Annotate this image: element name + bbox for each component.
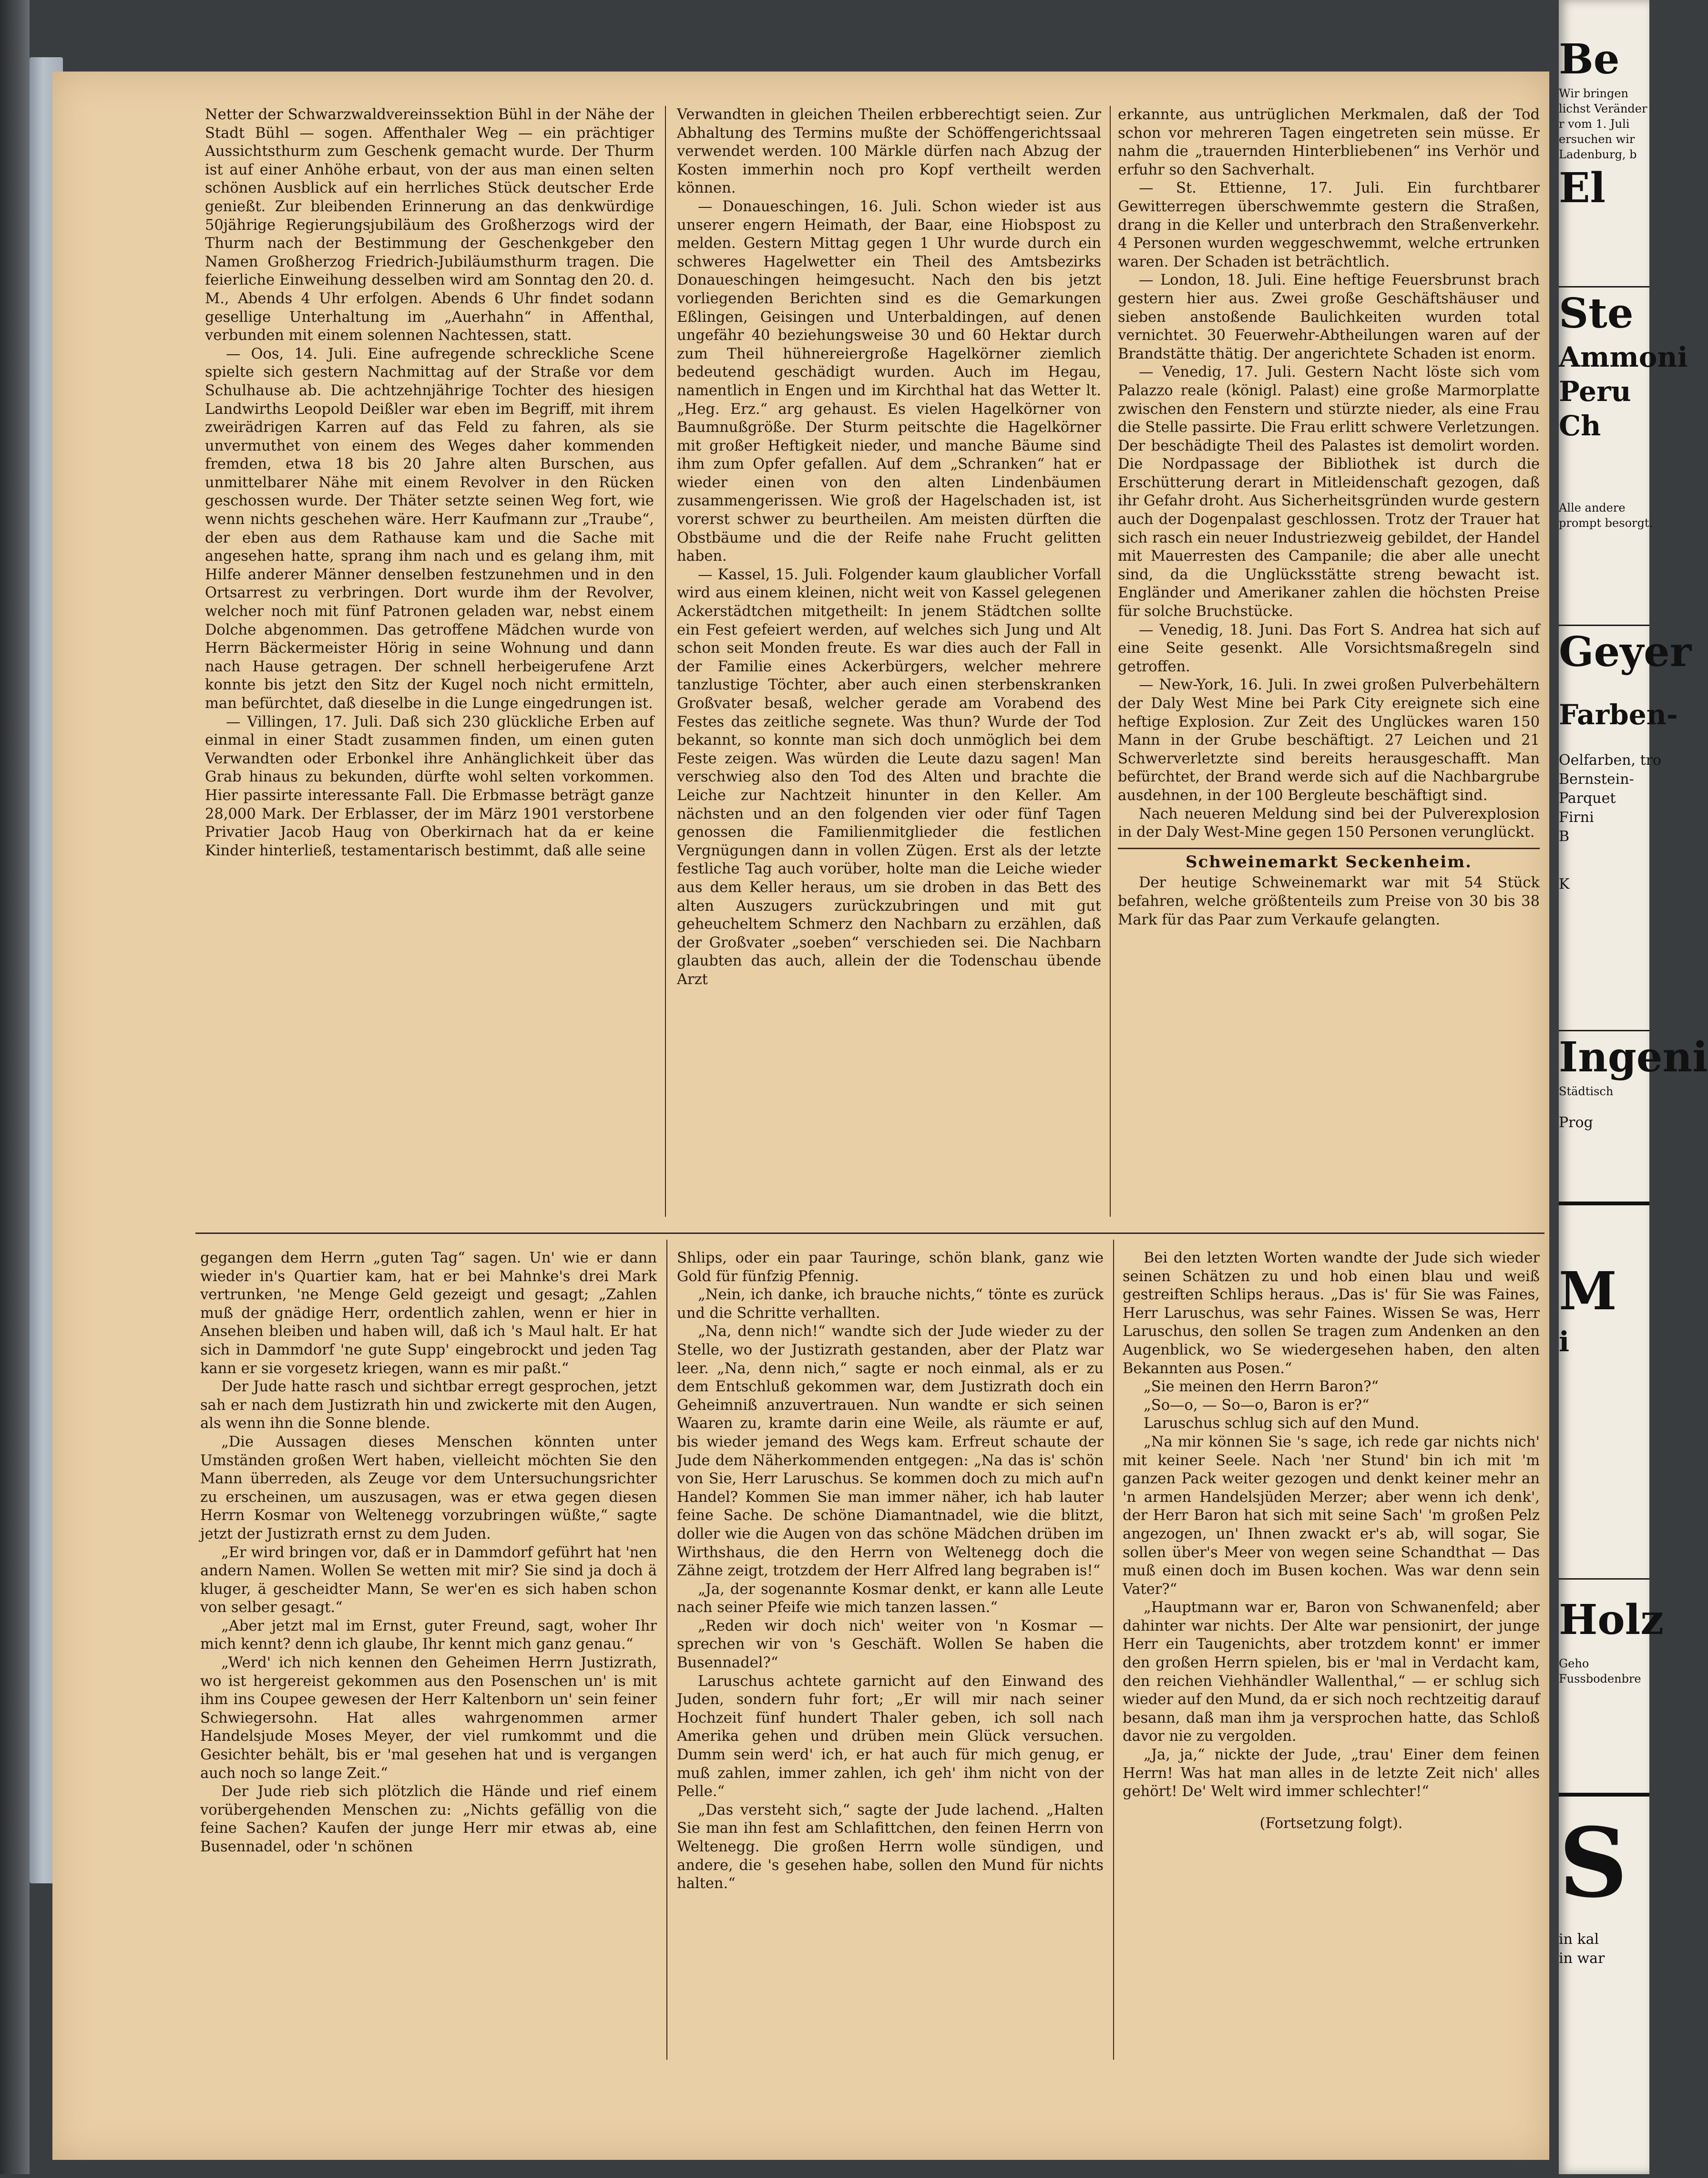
- feuilleton-para: „Ja, ja,“ nickte der Jude, „trau' Einer dem feinen Herrn! Was hat man alles in de letzte Zeit nich' alles gehört! De' Welt wird immer schlechter!“: [1123, 1747, 1540, 1800]
- feuilleton-divider: [195, 1233, 1544, 1234]
- ad-s: S in kal in war: [1559, 1793, 1649, 2178]
- feuilleton-para: „Sie meinen den Herrn Baron?“: [1144, 1378, 1379, 1396]
- article-venedig-2: — Venedig, 18. Juni. Das Fort S. Andrea hat sich auf eine Seite gesenkt. Alle Vorsichtsmaßregeln sind getroffen.: [1118, 621, 1540, 675]
- ad-ammoniak: Ste Ammoni Peru Ch Alle andere prompt besorgt.: [1559, 286, 1649, 621]
- article-kassel-cont: erkannte, aus untrüglichen Merkmalen, daß der Tod schon vor mehreren Tagen eingetreten sein müsse. Er nahm die „trauernden Hinterbliebenen“ ins Verhör und erfuhr so den Sachverhalt.: [1118, 106, 1540, 178]
- news-column-1: [205, 106, 654, 1217]
- column-rule: [666, 1240, 667, 2060]
- ad-ingenieur: Ingeni Städtisch Prog: [1559, 1030, 1649, 1198]
- column-rule: [1110, 106, 1111, 1217]
- feuilleton-para: „Ja, der sogenannte Kosmar denkt, er kann alle Leute nach seiner Pfeife wie mich tanzen lassen.“: [677, 1581, 1104, 1616]
- market-report: Der heutige Schweinemarkt war mit 54 Stück befahren, welche größtenteils zum Preise von 30 bis 38 Mark für das Paar zum Verkaufe gelangten.: [1118, 874, 1540, 928]
- feuilleton-para: gegangen dem Herrn „guten Tag“ sagen. Un' wie er dann wieder in's Quartier kam, hat er bei Mahnke's drei Mark vertrunken, 'ne Menge Geld gezeigt und gesagt; „Zahlen muß der gnädige Herr, ordentlich zahlen, wenn er hier in Ansehen bleiben und haben will, daß ich 's Maul halt. Er hat sich in Dammdorf 'ne gute Supp' eingebrockt und jeden Tag kann er sie vorgesetz kriegen, wann es mir paßt.“: [200, 1250, 657, 1377]
- news-column-3: [1118, 106, 1540, 1217]
- article-st-ettienne: — St. Ettienne, 17. Juli. Ein furchtbarer Gewitterregen überschwemmte gestern die Straßen, drang in die Keller und unterbrach den Straßenverkehr. 4 Personen wurden weggeschwemmt, welche ertrunken waren. Der Schaden ist beträchtlich.: [1118, 180, 1540, 270]
- feuilleton-para: „Hauptmann war er, Baron von Schwanenfeld; aber dahinter war nichts. Der Alte war pensionirt, der junge Herr ein Taugenichts, aber trotzdem konnt' er immer den großen Herrn spielen, bis er 'mal in Verdacht kam, den reichen Viehhändler Wallenthal,“ — er schlug sich wieder auf den Mund, da er sich noch rechtzeitig darauf besann, daß man ihm ja versprochen hatte, das Schloß davor nie zu vergolden.: [1123, 1599, 1540, 1745]
- article-donaueschingen: — Donaueschingen, 16. Juli. Schon wieder ist aus unserer engern Heimath, der Baar, eine Hiobspost zu melden. Gestern Mittag gegen 1 Uhr wurde durch ein schweres Hagelwetter ein Theil des Amtsbezirks Donaueschingen heimgesucht. Nach den bis jetzt vorliegenden Berichten sind es die Gemarkungen Eßlingen, Geisingen und Unterbaldingen, auf denen ungefähr 40 beziehungsweise 30 und 60 Hektar durch zum Theil hühnereiergroße Hagelkörner ziemlich bedeutend geschädigt wurden. Auch im Hegau, namentlich in Engen und im Kirchthal hat das Wetter lt. „Heg. Erz.“ arg gehaust. Es vielen Hagelkörner von Baumnußgröße. Der Sturm peitschte die Hagelkörner mit großer Heftigkeit nieder, und manche Bäume sind ihm zum Opfer gefallen. Auf dem „Schranken“ hat er wieder einen von den alten Lindenbäumen zusammengerissen. Wie groß der Hagelschaden ist, ist vorerst schwer zu beurtheilen. Am meisten dürften die Obstbäume und die der Reife nahe Frucht gelitten haben.: [677, 198, 1101, 565]
- feuilleton-para: Der Jude hatte rasch und sichtbar erregt gesprochen, jetzt sah er nach dem Justizrath hin und zwickerte mit den Augen, als wenn ihn die Sonne blende.: [200, 1378, 657, 1432]
- continued-note: (Fortsetzung folgt).: [1259, 1815, 1403, 1832]
- news-column-2: [677, 106, 1101, 1217]
- feuilleton-para: „Das versteht sich,“ sagte der Jude lachend. „Halten Sie man ihn fest am Schlafittchen, den feinen Herrn von Weltenegg. Die großen Herrn wolle sündigen, und andere, die 's gesehen habe, sollen den Mund für nichts halten.“: [677, 1801, 1104, 1892]
- article-kassel: — Kassel, 15. Juli. Folgender kaum glaublicher Vorfall wird aus einem kleinen, nicht weit von Kassel gelegenen Ackerstädtchen mitgetheilt: In jenem Städtchen sollte ein Fest gefeiert werden, auf welches sich Jung und Alt schon seit Monden freute. Es war dies auch der Fall in der Familie eines Ackerbürgers, welcher mehrere tanzlustige Töchter, aber auch einen sterbenskranken Großvater besaß, welcher gerade am Vorabend des Festes das zeitliche segnete. Was thun? Wurde der Tod bekannt, so konnte man sich doch unmöglich bei dem Feste zeigen. Was würden die Leute dazu sagen! Man verschwieg also den Tod des Alten und brachte die Leiche zur Nachtzeit hinunter in den Keller. Am nächsten und an den folgenden vier oder fünf Tagen genossen die Familienmitglieder die festlichen Vergnügungen dann in vollen Zügen. Erst als der letzte festliche Tag auch vorüber, holte man die Leiche wieder aus dem Keller heraus, um sie droben in das Bett des alten Auszugers zurückzubringen und mit gut geheucheltem Schmerz den Nachbarn zu erzählen, daß der Großvater „soeben“ verschieden sei. Die Nachbarn glaubten das auch, allein der die Todenschau übende Arzt: [677, 566, 1101, 988]
- market-heading: Schweinemarkt Seckenheim.: [1118, 848, 1540, 872]
- article-london: — London, 18. Juli. Eine heftige Feuersbrunst brach gestern hier aus. Zwei große Geschäftshäuser und sieben anstoßende Baulichkeiten wurden total vernichtet. 30 Feuerwehr-Abtheilungen waren auf der Brandstätte thätig. Der angerichtete Schaden ist enorm.: [1118, 272, 1540, 362]
- book-spine: [0, 0, 30, 2174]
- ad-holz: Holz Geho Fussbodenbre: [1559, 1578, 1649, 1789]
- ad-geyer-farben: Geyer Farben- Oelfarben, tro Bernstein- Parquet Firni B K: [1559, 625, 1649, 1027]
- feuilleton-para: „Na mir können Sie 's sage, ich rede gar nichts nich' mit keiner Seele. Nach 'ner Stund' bin ich mit 'm ganzen Pack weiter gezogen und denkt keiner mehr an 'n armen Handelsjüden Merzer; aber wenn ich denk', der Herr Baron hat sich mit seine Sach' 'm großen Pelz angezogen, un' Ihnen zwackt er's ab, will sogar, Sie sollen über's Meer von wegen seine Schandthat — Das muß einen doch im Busen kochen. Was war denn sein Vater?“: [1123, 1433, 1540, 1598]
- ad-m: M i: [1559, 1202, 1649, 1577]
- column-rule: [665, 106, 666, 1217]
- column-rule: [1113, 1240, 1114, 2060]
- feuilleton-para: „Na, denn nich!“ wandte sich der Jude wieder zu der Stelle, wo der Justizrath gestanden, aber der Platz war leer. „Na, denn nich,“ sagte er noch einmal, als er zu dem Entschluß gekommen war, dem Justizrath doch ein Geheimniß anzuvertrauen. Nun wandte er sich seinen Waaren zu, kramte darin eine Weile, als räumte er auf, bis wieder jemand des Wegs kam. Erfreut schaute der Jude dem Näherkommenden entgegen: „Na das is' schön von Sie, Herr Laruschus. Se kommen doch zu mich auf'n Handel? Kommen Sie man immer näher, ich hab lauter feine Sache. De schöne Diamantnadel, wie die blitzt, doller wie die Augen von das schöne Mädchen drüben im Wirthshaus, die den Herrn von Weltenegg doch die Zähne zeigt, trotzdem der Herr Alfred lang begraben is!“: [677, 1323, 1104, 1580]
- feuilleton-para: Der Jude rieb sich plötzlich die Hände und rief einem vorübergehenden Menschen zu: „Nichts gefällig von die feine Sachen? Kaufen der junge Herr mir etwas ab, eine Busennadel, oder 'n schönen: [200, 1783, 657, 1855]
- ad-notice-top: Be Wir bringen lichst Veränder r vom 1. Juli ersuchen wir Ladenburg, b El: [1559, 35, 1647, 212]
- article-villingen: — Villingen, 17. Juli. Daß sich 230 glückliche Erben auf einmal in einer Stadt zusammen finden, um einen guten Verwandten oder Erbonkel ihre Anhänglichkeit über das Grab hinaus zu bekunden, dürfte wohl selten vorkommen. Hier passirte interessante Fall. Die Erbmasse beträgt ganze 28,000 Mark. Der Erblasser, der im März 1901 verstorbene Privatier Jacob Haug von Oberkirnach hat da er keine Kinder hinterließ, testamentarisch bestimmt, daß alle seine: [205, 713, 654, 859]
- feuilleton-column-1: [200, 1249, 657, 2060]
- feuilleton-column-2: [677, 1249, 1104, 2060]
- article-new-york-update: Nach neueren Meldung sind bei der Pulverexplosion in der Daly West-Mine gegen 150 Personen verunglückt.: [1118, 805, 1540, 841]
- feuilleton-para: „Aber jetzt mal im Ernst, guter Freund, sagt, woher Ihr mich kennt? denn ich glaube, Ihr kennt mich ganz genau.“: [200, 1617, 657, 1653]
- feuilleton-para: „Reden wir doch nich' weiter von 'n Kosmar — sprechen wir von 's Geschäft. Wollen Se haben die Busennadel?“: [677, 1617, 1104, 1672]
- feuilleton-column-3: [1123, 1249, 1540, 2060]
- article-villingen-cont: Verwandten in gleichen Theilen erbberechtigt seien. Zur Abhaltung des Termins mußte der Schöffengerichtssaal verwendet werden. 100 Märkle dürfen nach Abzug der Kosten immerhin noch pro Kopf vertheilt werden können.: [677, 106, 1101, 197]
- feuilleton-para: „Die Aussagen dieses Menschen könnten unter Umständen großen Wert haben, vielleicht möchten Sie den Mann überreden, als Zeuge vor dem Untersuchungsrichter zu erscheinen, um auszusagen, was er etwa gegen diesen Herrn Kosmar von Weltenegg vorzubringen wüßte,“ sagte jetzt der Justizrath ernst zu dem Juden.: [200, 1433, 657, 1542]
- feuilleton-para: Laruschus schlug sich auf den Mund.: [1144, 1415, 1420, 1432]
- newspaper-page-right: [1559, 0, 1708, 2174]
- feuilleton-para: „Werd' ich nich kennen den Geheimen Herrn Justizrath, wo ist hergereist gekommen aus den Posenschen un' is mit ihm ins Coupee gewesen der Herr Kaltenborn un' sein feiner Schwiegersohn. Hat alles wahrgenommen armer Handelsjude Moses Meyer, der viel rumkommt und die Gesichter behält, bis er 'mal gesehen hat und is vergangen auch noch so lange Zeit.“: [200, 1654, 657, 1782]
- feuilleton-para: Laruschus achtete garnicht auf den Einwand des Juden, sondern fuhr fort; „Er will mir nach seiner Hochzeit fünf hundert Thaler geben, ich soll nach Amerika gehen und drüben mein Glück versuchen. Dumm sein werd' ich, er hat auch für mich genug, er muß zahlen, immer zahlen, ich geh' ihm nicht von der Pelle.“: [677, 1673, 1104, 1800]
- article-new-york: — New-York, 16. Juli. In zwei großen Pulverbehältern der Daly West Mine bei Park City ereignete sich eine heftige Explosion. Zur Zeit des Unglückes waren 150 Mann in der Grube beschäftigt. 27 Leichen und 21 Schwerverletzte sind bereits herausgeschafft. Man befürchtet, der Brand werde sich auf die Nachbargrube ausdehnen, in der 100 Bergleute beschäftigt sind.: [1118, 677, 1540, 804]
- feuilleton-para: „Nein, ich danke, ich brauche nichts,“ tönte es zurück und die Schritte verhallten.: [677, 1286, 1104, 1322]
- article-affenthal: Netter der Schwarzwaldvereinssektion Bühl in der Nähe der Stadt Bühl — sogen. Affenthaler Weg — ein prächtiger Aussichtsthurm zum Geschenk gemacht wurde. Der Thurm ist auf einer Anhöhe erbaut, von der aus man einen selten schönen Ausblick auf ein herrliches Stück deutscher Erde genießt. Zur bleibenden Erinnerung an das denkwürdige 50jährige Regierungsjubiläum des Großherzogs wird der Thurm nach der Bestimmung der Geschenkgeber den Namen Großherzog Friedrich-Jubiläumsthurm tragen. Die feierliche Einweihung desselben wird am Sonntag den 20. d. M., Abends 4 Uhr erfolgen. Abends 6 Uhr findet sodann gesellige Unterhaltung im „Auerhahn“ in Affenthal, verbunden mit einem solennen Nachtessen, statt.: [205, 106, 655, 344]
- article-venedig-1: — Venedig, 17. Juli. Gestern Nacht löste sich vom Palazzo reale (königl. Palast) eine große Marmorplatte zwischen den Fenstern und stürzte nieder, als eine Frau die Stelle passirte. Die Frau erlitt schwere Verletzungen. Der beschädigte Theil des Palastes ist demolirt worden. Die Nordpassage der Bibliothek ist durch die Erschütterung derart in Mitleidenschaft gezogen, daß ihr Gefahr droht. Aus Sicherheitsgründen wurde gestern auch der Dogenpalast geschlossen. Trotz der Trauer hat sich rasch ein neuer Industriezweig gebildet, der Handel mit Mauerresten des Campanile; die aber alle unecht sind, da die Unglücksstätte streng bewacht ist. Engländer und Amerikaner zahlen die höchsten Preise für solche Bruchstücke.: [1118, 364, 1540, 620]
- feuilleton-para: Shlips, oder ein paar Tauringe, schön blank, ganz wie Gold für fünfzig Pfennig.: [677, 1250, 1104, 1285]
- feuilleton-para: „Er wird bringen vor, daß er in Dammdorf geführt hat 'nen andern Namen. Wollen Se wetten mit mir? Sie sind ja doch ä kluger, ä gescheidter Mann, Se wer'en es sich haben schon von selber gesagt.“: [200, 1544, 657, 1616]
- feuilleton-para: „So—o, — So—o, Baron is er?“: [1144, 1397, 1370, 1414]
- article-oos: — Oos, 14. Juli. Eine aufregende schreckliche Scene spielte sich gestern Nachmittag auf der Straße vor dem Schulhause ab. Die achtzehnjährige Tochter des hiesigen Landwirths Leopold Deißler war eben im Begriff, mit ihrem zweirädrigen Karren auf das Feld zu fahren, als sie unvermuthet von einem des Weges daher kommenden fremden, etwa 18 bis 20 Jahre alten Burschen, aus unmittelbarer Nähe mit einem Revolver in den Rücken geschossen wurde. Der Thäter setzte seinen Weg fort, wie wenn nichts geschehen wäre. Herr Kaufmann zur „Traube“, der eben aus dem Rathause kam und die Sache mit angesehen hatte, sprang ihm nach und es gelang ihm, mit Hilfe anderer Männer denselben festzunehmen und in den Ortsarrest zu verbringen. Dort wurde ihm der Revolver, welcher noch mit fünf Patronen geladen war, nebst einem Dolche abgenommen. Das getroffene Mädchen wurde von Herrn Bäckermeister Hörig in seine Wohnung und dann nach Hause getragen. Der schnell herbeigerufene Arzt konnte bis jetzt den Sitz der Kugel noch nicht ermitteln, man befürchtet, daß dieselbe in die Lunge eingedrungen ist.: [205, 345, 654, 712]
- feuilleton-para: Bei den letzten Worten wandte der Jude sich wieder seinen Schätzen zu und hob einen blau und weiß gestreiften Schlips heraus. „Das is' für Sie was Faines, Herr Laruschus, was sehr Faines. Wissen Se was, Herr Laruschus, den sollen Se tragen zum Andenken an den Augenblick, wo Se wiedergesehen haben, den alten Bekannten aus Posen.“: [1123, 1250, 1540, 1377]
